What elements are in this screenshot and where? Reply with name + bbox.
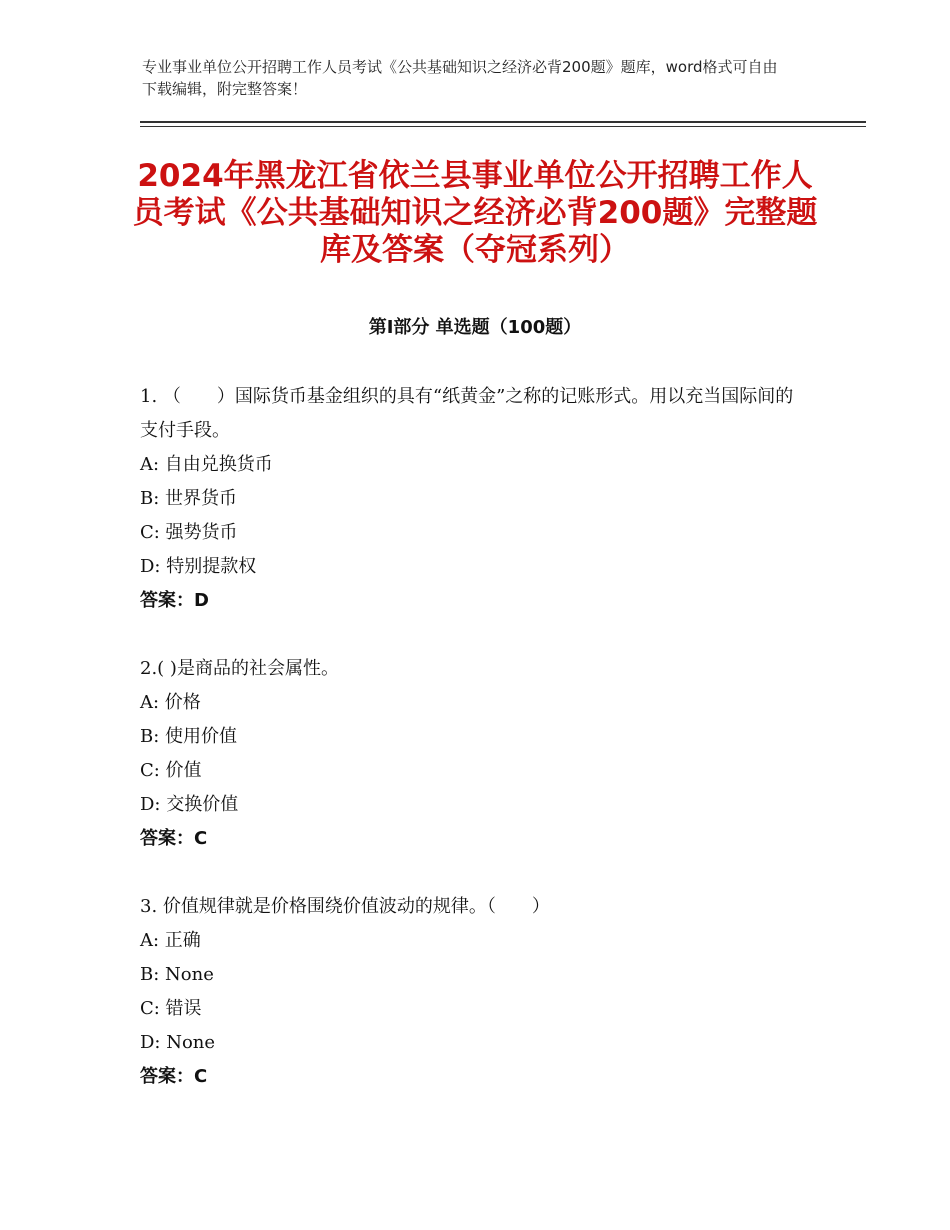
option-d: D: 交换价值 (140, 794, 239, 815)
option-c: C: 错误 (140, 998, 202, 1019)
header-divider-thin (140, 126, 866, 127)
question-stem: 3. 价值规律就是价格围绕价值波动的规律。（ ） (140, 896, 550, 917)
question-answer: 答案：C (140, 1066, 208, 1087)
option-c: C: 价值 (140, 760, 202, 781)
question-list (140, 380, 810, 1128)
document-title: 2024年黑龙江省依兰县事业单位公开招聘工作人员考试《公共基础知识之经济必背200题》完整题库及答案（夺冠系列） (132, 158, 818, 268)
question-item (140, 380, 810, 618)
question-answer: 答案：C (140, 828, 208, 849)
option-b: B: None (140, 964, 214, 985)
option-a: A: 自由兑换货币 (140, 454, 273, 475)
option-b: B: 使用价值 (140, 726, 238, 747)
question-stem: 1. （ ）国际货币基金组织的具有“纸黄金”之称的记账形式。用以充当国际间的支付手段。 (140, 386, 794, 441)
question-item (140, 652, 810, 856)
option-c: C: 强势货币 (140, 522, 238, 543)
question-item (140, 890, 810, 1094)
section-title: 第Ⅰ部分 单选题（100题） (368, 317, 582, 338)
header-note: 专业事业单位公开招聘工作人员考试《公共基础知识之经济必背200题》题库，word格式可自由下载编辑，附完整答案！ (142, 58, 778, 98)
option-d: D: 特别提款权 (140, 556, 257, 577)
option-a: A: 正确 (140, 930, 201, 951)
option-d: D: None (140, 1032, 216, 1053)
option-a: A: 价格 (140, 692, 201, 713)
header-divider-thick (140, 121, 866, 123)
option-b: B: 世界货币 (140, 488, 238, 509)
question-stem: 2.( )是商品的社会属性。 (140, 658, 339, 679)
question-answer: 答案：D (140, 590, 209, 611)
